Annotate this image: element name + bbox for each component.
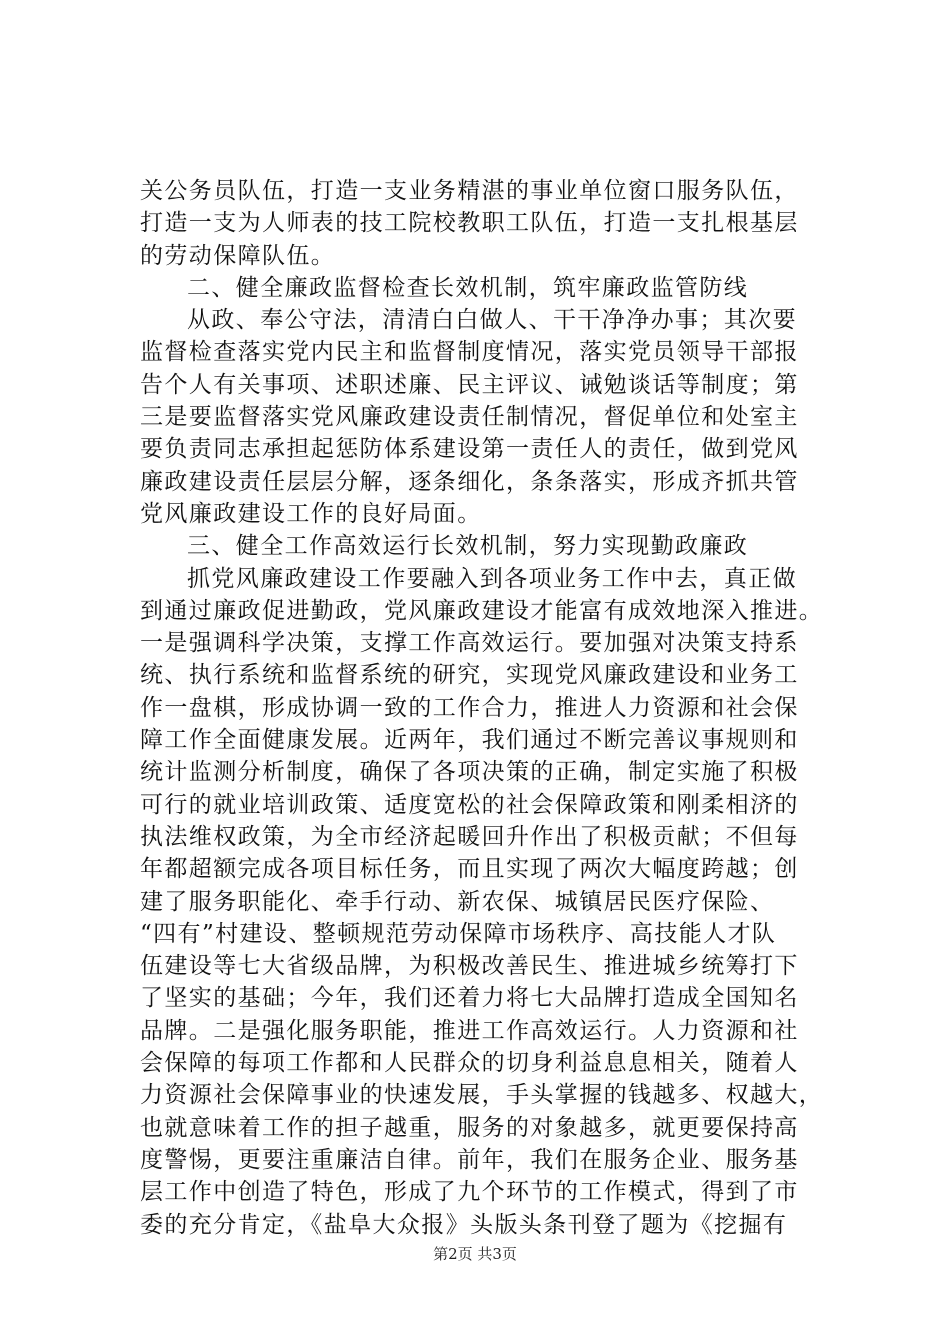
section-heading: 三、健全工作高效运行长效机制，努力实现勤政廉政 bbox=[187, 533, 749, 560]
text-line: 也就意味着工作的担子越重，服务的对象越多，就更要保持高 bbox=[140, 1114, 799, 1141]
text-line: 伍建设等七大省级品牌，为积极改善民生、推进城乡统筹打下 bbox=[140, 953, 799, 980]
text-line: “四有”村建设、整顿规范劳动保障市场秩序、高技能人才队 bbox=[140, 920, 777, 947]
text-line: 到通过廉政促进勤政，党风廉政建设才能富有成效地深入推进。 bbox=[140, 597, 824, 624]
text-line: 廉政建设责任层层分解，逐条细化，条条落实，形成齐抓共管 bbox=[140, 468, 799, 495]
text-line: 告个人有关事项、述职述廉、民主评议、诫勉谈话等制度；第 bbox=[140, 371, 799, 398]
text-line: 可行的就业培训政策、适度宽松的社会保障政策和刚柔相济的 bbox=[140, 791, 799, 818]
text-line: 力资源社会保障事业的快速发展，手头掌握的钱越多、权越大， bbox=[140, 1082, 824, 1109]
text-line: 抓党风廉政建设工作要融入到各项业务工作中去，真正做 bbox=[187, 565, 797, 592]
text-line: 了坚实的基础；今年，我们还着力将七大品牌打造成全国知名 bbox=[140, 985, 799, 1012]
text-line: 品牌。二是强化服务职能，推进工作高效运行。人力资源和社 bbox=[140, 1017, 799, 1044]
text-line: 监督检查落实党内民主和监督制度情况，落实党员领导干部报 bbox=[140, 339, 799, 366]
text-line: 打造一支为人师表的技工院校教职工队伍，打造一支扎根基层 bbox=[140, 210, 799, 237]
text-line: 建了服务职能化、牵手行动、新农保、城镇居民医疗保险、 bbox=[140, 888, 775, 915]
text-line: 委的充分肯定，《盐阜大众报》头版头条刊登了题为《挖掘有 bbox=[140, 1211, 788, 1238]
text-line: 三是要监督落实党风廉政建设责任制情况，督促单位和处室主 bbox=[140, 404, 799, 431]
text-line: 党风廉政建设工作的良好局面。 bbox=[140, 500, 482, 527]
text-line: 障工作全面健康发展。近两年，我们通过不断完善议事规则和 bbox=[140, 727, 799, 754]
text-line: 一是强调科学决策，支撑工作高效运行。要加强对决策支持系 bbox=[140, 630, 799, 657]
text-line: 关公务员队伍，打造一支业务精湛的事业单位窗口服务队伍， bbox=[140, 178, 799, 204]
text-line: 统、执行系统和监督系统的研究，实现党风廉政建设和业务工 bbox=[140, 662, 799, 689]
section-heading: 二、健全廉政监督检查长效机制，筑牢廉政监管防线 bbox=[187, 274, 749, 301]
text-line: 层工作中创造了特色，形成了九个环节的工作模式，得到了市 bbox=[140, 1179, 799, 1206]
text-line: 年都超额完成各项目标任务，而且实现了两次大幅度跨越；创 bbox=[140, 856, 799, 883]
text-line: 要负责同志承担起惩防体系建设第一责任人的责任，做到党风 bbox=[140, 436, 799, 463]
page-number-footer: 第2页 共3页 bbox=[433, 1245, 517, 1263]
text-line: 的劳动保障队伍。 bbox=[140, 242, 336, 269]
text-line: 作一盘棋，形成协调一致的工作合力，推进人力资源和社会保 bbox=[140, 694, 799, 721]
text-line: 执法维权政策，为全市经济起暖回升作出了积极贡献；不但每 bbox=[140, 823, 799, 850]
text-line: 会保障的每项工作都和人民群众的切身利益息息相关，随着人 bbox=[140, 1050, 799, 1077]
body-text bbox=[140, 175, 830, 1241]
text-line: 统计监测分析制度，确保了各项决策的正确，制定实施了积极 bbox=[140, 759, 799, 786]
text-line: 从政、奉公守法，清清白白做人、干干净净办事；其次要 bbox=[187, 307, 797, 334]
text-line: 度警惕，更要注重廉洁自律。前年，我们在服务企业、服务基 bbox=[140, 1146, 799, 1173]
